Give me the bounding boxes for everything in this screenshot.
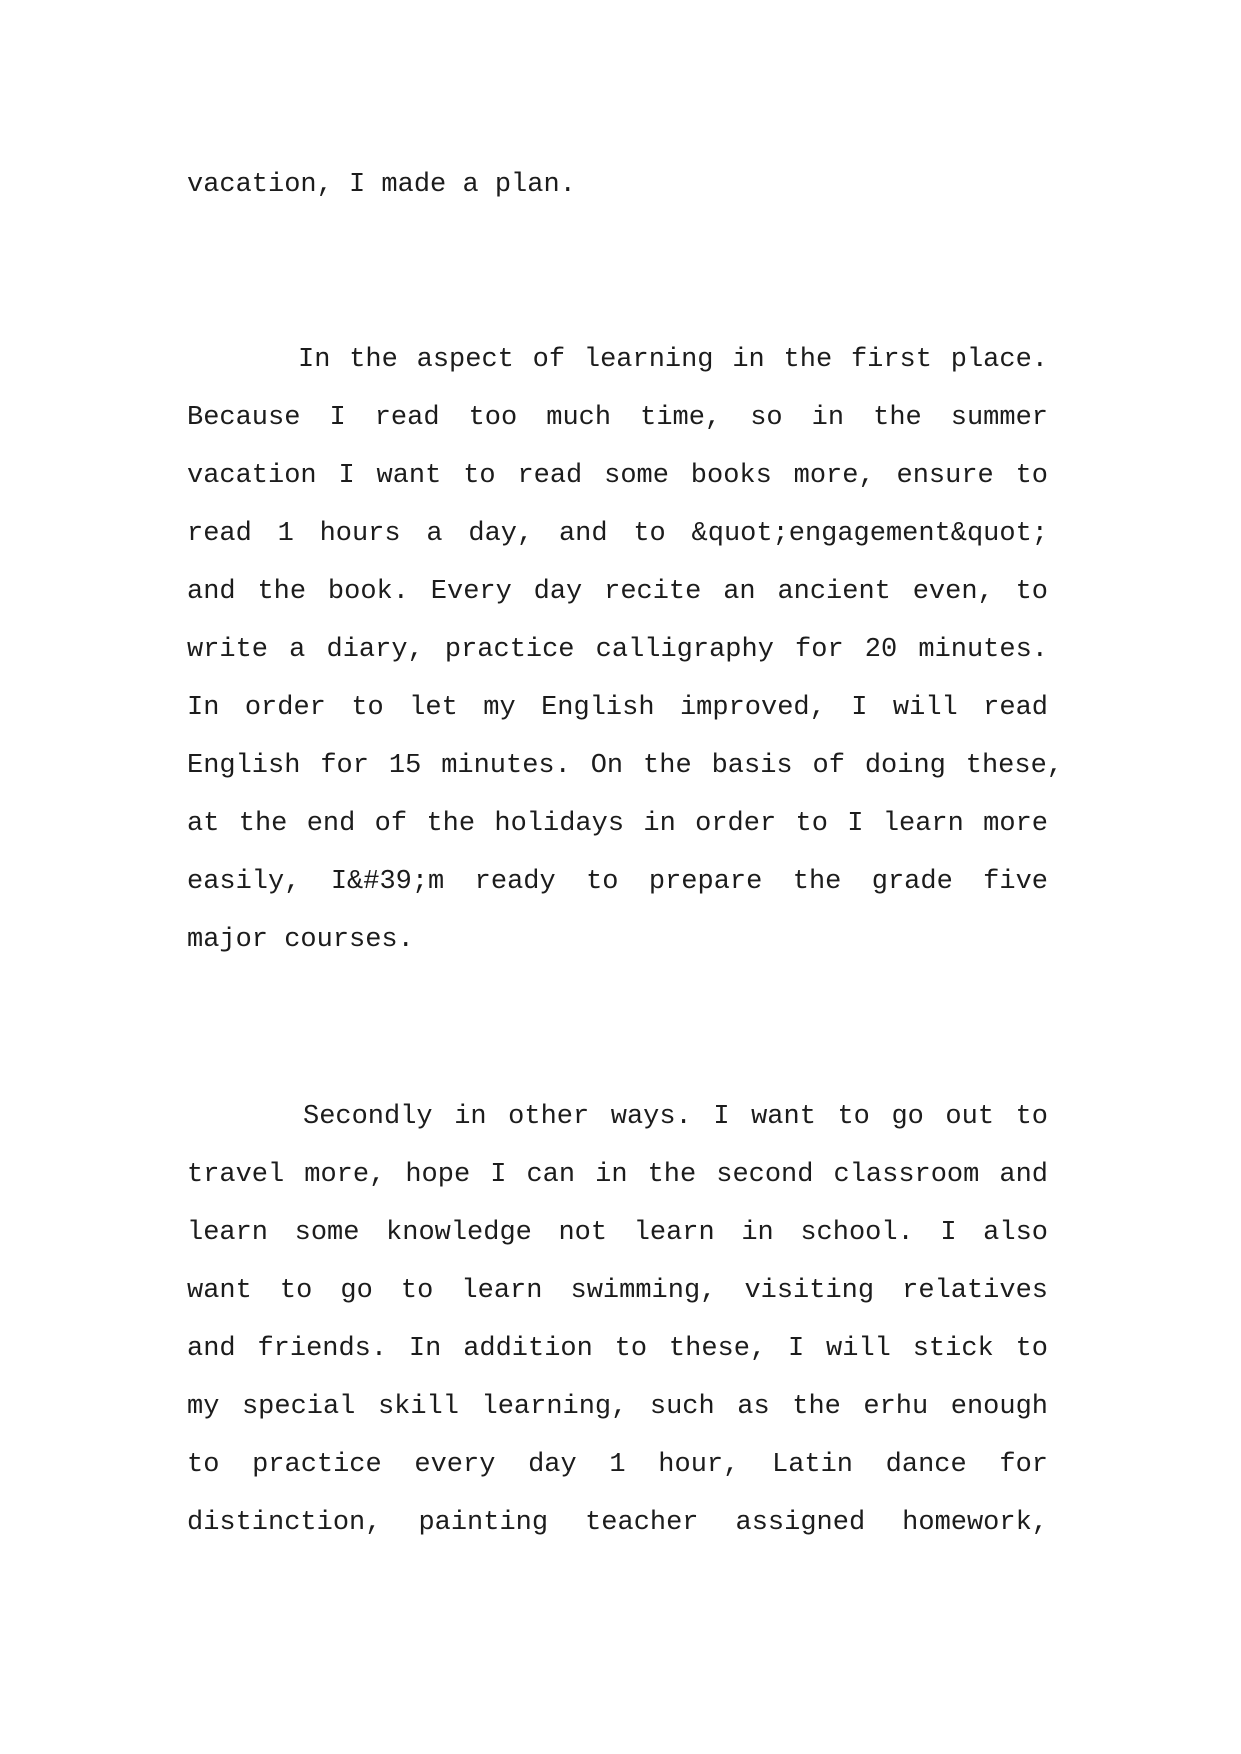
paragraph-learning <box>187 331 1063 969</box>
paragraph-continuation <box>187 156 1048 214</box>
text-line: write a diary, practice calligraphy for 20 minutes. <box>187 635 1048 665</box>
text-line: my special skill learning, such as the erhu enough <box>187 1392 1048 1422</box>
text-line: read 1 hours a day, and to &quot;engagement&quot; <box>187 519 1048 549</box>
text-line: vacation I want to read some books more, ensure to <box>187 461 1048 491</box>
text-line: learn some knowledge not learn in school. I also <box>187 1218 1048 1248</box>
text-line: easily, I&#39;m ready to prepare the grade five <box>187 867 1048 897</box>
paragraph-other-ways <box>187 1088 1048 1552</box>
text-line: and friends. In addition to these, I will stick to <box>187 1334 1048 1364</box>
text-line: vacation, I made a plan. <box>187 170 576 200</box>
text-line: In the aspect of learning in the first place. <box>298 345 1048 375</box>
text-line: Because I read too much time, so in the summer <box>187 403 1048 433</box>
text-line: and the book. Every day recite an ancient even, to <box>187 577 1048 607</box>
text-line: want to go to learn swimming, visiting relatives <box>187 1276 1048 1306</box>
text-line: major courses. <box>187 925 414 955</box>
text-line: to practice every day 1 hour, Latin dance for <box>187 1450 1048 1480</box>
text-line: Secondly in other ways. I want to go out to <box>303 1102 1048 1132</box>
text-line: travel more, hope I can in the second classroom and <box>187 1160 1048 1190</box>
text-line: English for 15 minutes. On the basis of doing these, <box>187 751 1063 781</box>
text-line: distinction, painting teacher assigned homework, <box>187 1508 1048 1538</box>
text-line: at the end of the holidays in order to I learn more <box>187 809 1048 839</box>
text-line: In order to let my English improved, I will read <box>187 693 1048 723</box>
